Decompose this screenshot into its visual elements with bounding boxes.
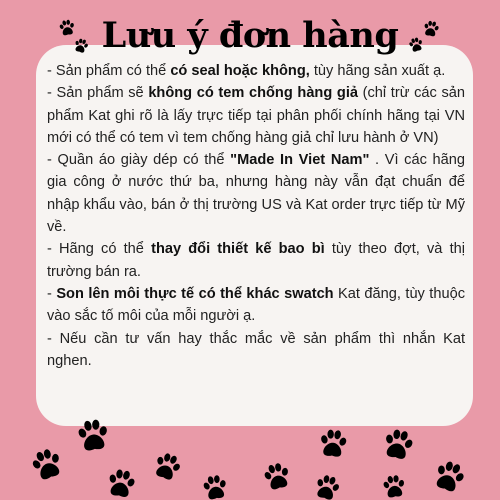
notice-item-text: (chỉ trừ các sản phẩm Kat ghi rõ là lấy trực tiếp tại phân phối chính hãng tại VN mới có thể có tem vì tem chống hàng giả chỉ lưu hành ở VN): [47, 85, 465, 146]
notice-item-emphasis: có seal hoặc không,: [170, 63, 310, 79]
notice-item-text: - Hãng có thể: [47, 241, 152, 258]
paw-print-icon: [148, 448, 186, 486]
notice-item-text: - Sản phẩm có thể: [47, 63, 171, 79]
notice-item-text: - Nếu cần tư vấn hay thắc mắc về sản phẩm thì nhắn Kat nghen.: [47, 330, 465, 369]
notice-item-text: -: [47, 285, 57, 302]
notice-item-emphasis: "Made In Viet Nam": [230, 152, 370, 169]
notice-item: [47, 60, 465, 82]
notice-item: [47, 328, 465, 373]
notice-item: [47, 283, 465, 328]
paw-print-icon: [315, 427, 352, 462]
notice-item-text: . Vì các hãng gia công ở nước thứ ba, nhưng hàng này vẫn đạt chuẩn để nhập khẩu vào, bán ở thị trường US và Kat order trực tiếp từ Mỹ về.: [47, 152, 465, 236]
paw-print-icon: [259, 459, 296, 496]
notice-item-text: - Sản phẩm sẽ: [47, 85, 149, 102]
page-title: Lưu ý đơn hàng: [101, 15, 399, 56]
notice-item-text: tùy hãng sản xuất ạ.: [309, 63, 446, 79]
notice-item-text: tùy theo đợt, và thị trường bán ra.: [47, 241, 465, 280]
notice-item: [47, 149, 465, 238]
paw-print-icon: [309, 471, 345, 500]
paw-print-icon: [101, 465, 140, 500]
paw-print-icon: [57, 18, 78, 39]
notice-item: [47, 238, 465, 283]
paw-print-icon: [421, 19, 442, 40]
paw-print-icon: [427, 455, 471, 499]
paw-print-icon: [198, 472, 232, 500]
notice-item-emphasis: Son lên môi thực tế có thể khác swatch: [56, 285, 334, 302]
notice-item: [47, 82, 465, 149]
paw-print-icon: [72, 416, 115, 457]
notice-item-text: - Quần áo giày dép có thể: [47, 152, 231, 169]
notice-item-text: Kat đăng, tùy thuộc vào sắc tố môi của mỗi người ạ.: [47, 285, 466, 325]
paw-print-icon: [377, 425, 419, 466]
paw-print-icon: [378, 472, 409, 500]
notice-list: [47, 60, 465, 372]
notice-item-emphasis: không có tem chống hàng giả: [148, 85, 358, 102]
paw-print-icon: [25, 443, 69, 487]
notice-item-emphasis: thay đổi thiết kế bao bì: [151, 241, 325, 258]
